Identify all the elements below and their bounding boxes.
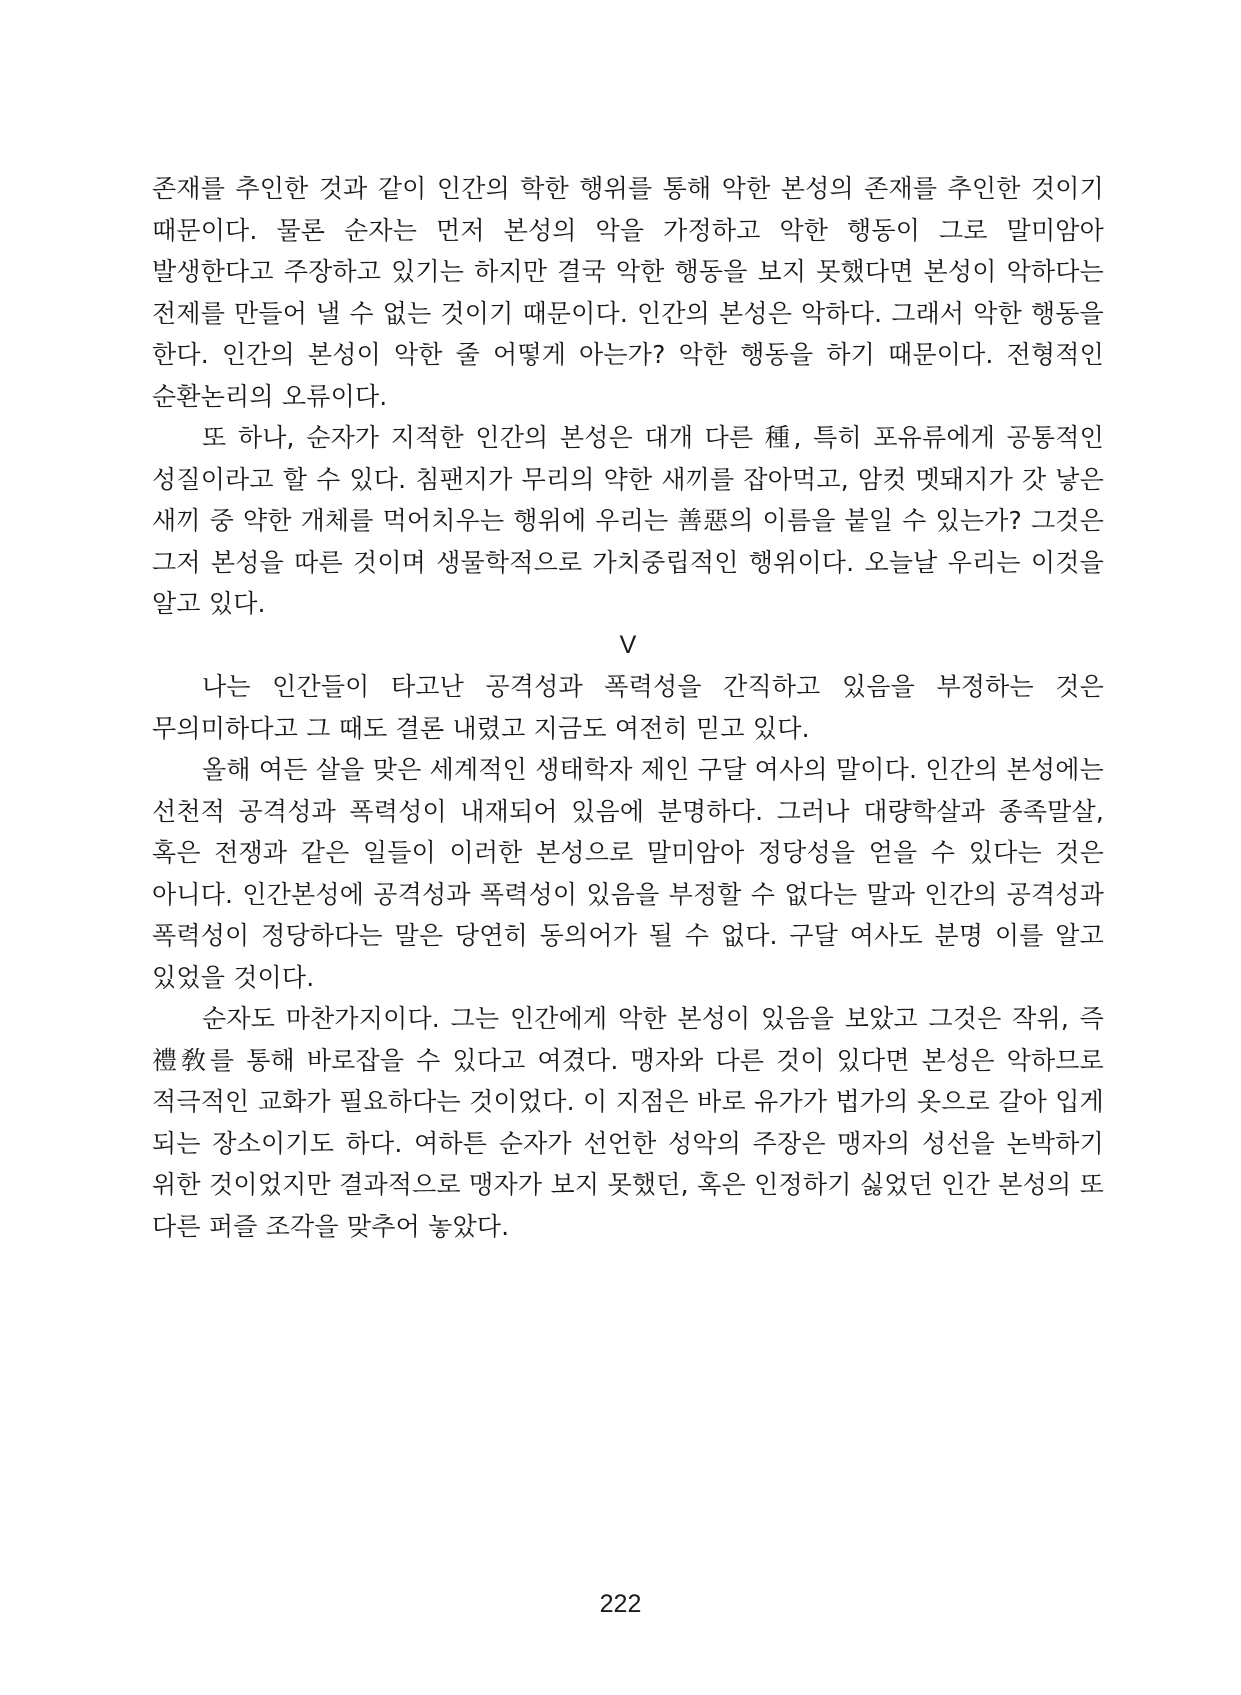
section-heading: V <box>619 630 637 659</box>
body-paragraph: 올해 여든 살을 맞은 세계적인 생태학자 제인 구달 여사의 말이다. 인간의 본성에는 선천적 공격성과 폭력성이 내재되어 있음에 분명하다. 그러나 대량학살과 종족말살, 혹은 전쟁과 같은 일들이 이러한 본성으로 말미암아 정당성을 얻을 수 있다는 것은 아니다. 인간본성에 공격성과 폭력성이 있음을 부정할 수 없다는 말과 인간의 공격성과 폭력성이 정당하다는 말은 당연히 동의어가 될 수 없다. 구달 여사도 분명 이를 알고 있었을 것이다. <box>152 755 1104 992</box>
page-number: 222 <box>599 1590 642 1618</box>
body-paragraph: 순자도 마찬가지이다. 그는 인간에게 악한 본성이 있음을 보았고 그것은 작위, 즉 禮敎를 통해 바로잡을 수 있다고 여겼다. 맹자와 다른 것이 있다면 본성은 악하므로 적극적인 교화가 필요하다는 것이었다. 이 지점은 바로 유가가 법가의 옷으로 갈아 입게 되는 장소이기도 하다. 여하튼 순자가 선언한 성악의 주장은 맹자의 성선을 논박하기 위한 것이었지만 결과적으로 맹자가 보지 못했던, 혹은 인정하기 싫었던 인간 본성의 또 다른 퍼즐 조각을 맞추어 놓았다. <box>152 1004 1104 1241</box>
block-quote-paragraph: 나는 인간들이 타고난 공격성과 폭력성을 간직하고 있음을 부정하는 것은 무의미하다고 그 때도 결론 내렸고 지금도 여전히 믿고 있다. <box>152 672 1104 743</box>
body-paragraph: 존재를 추인한 것과 같이 인간의 학한 행위를 통해 악한 본성의 존재를 추인한 것이기 때문이다. 물론 순자는 먼저 본성의 악을 가정하고 악한 행동이 그로 말미암아 발생한다고 주장하고 있기는 하지만 결국 악한 행동을 보지 못했다면 본성이 악하다는 전제를 만들어 낼 수 없는 것이기 때문이다. 인간의 본성은 악하다. 그래서 악한 행동을 한다. 인간의 본성이 악한 줄 어떻게 아는가? 악한 행동을 하기 때문이다. 전형적인 순환논리의 오류이다. <box>152 174 1104 411</box>
page-body <box>152 168 1104 1247</box>
body-paragraph: 또 하나, 순자가 지적한 인간의 본성은 대개 다른 種, 특히 포유류에게 공통적인 성질이라고 할 수 있다. 침팬지가 무리의 약한 새끼를 잡아먹고, 암컷 멧돼지가 갓 낳은 새끼 중 약한 개체를 먹어치우는 행위에 우리는 善惡의 이름을 붙일 수 있는가? 그것은 그저 본성을 따른 것이며 생물학적으로 가치중립적인 행위이다. 오늘날 우리는 이것을 알고 있다. <box>152 423 1104 618</box>
